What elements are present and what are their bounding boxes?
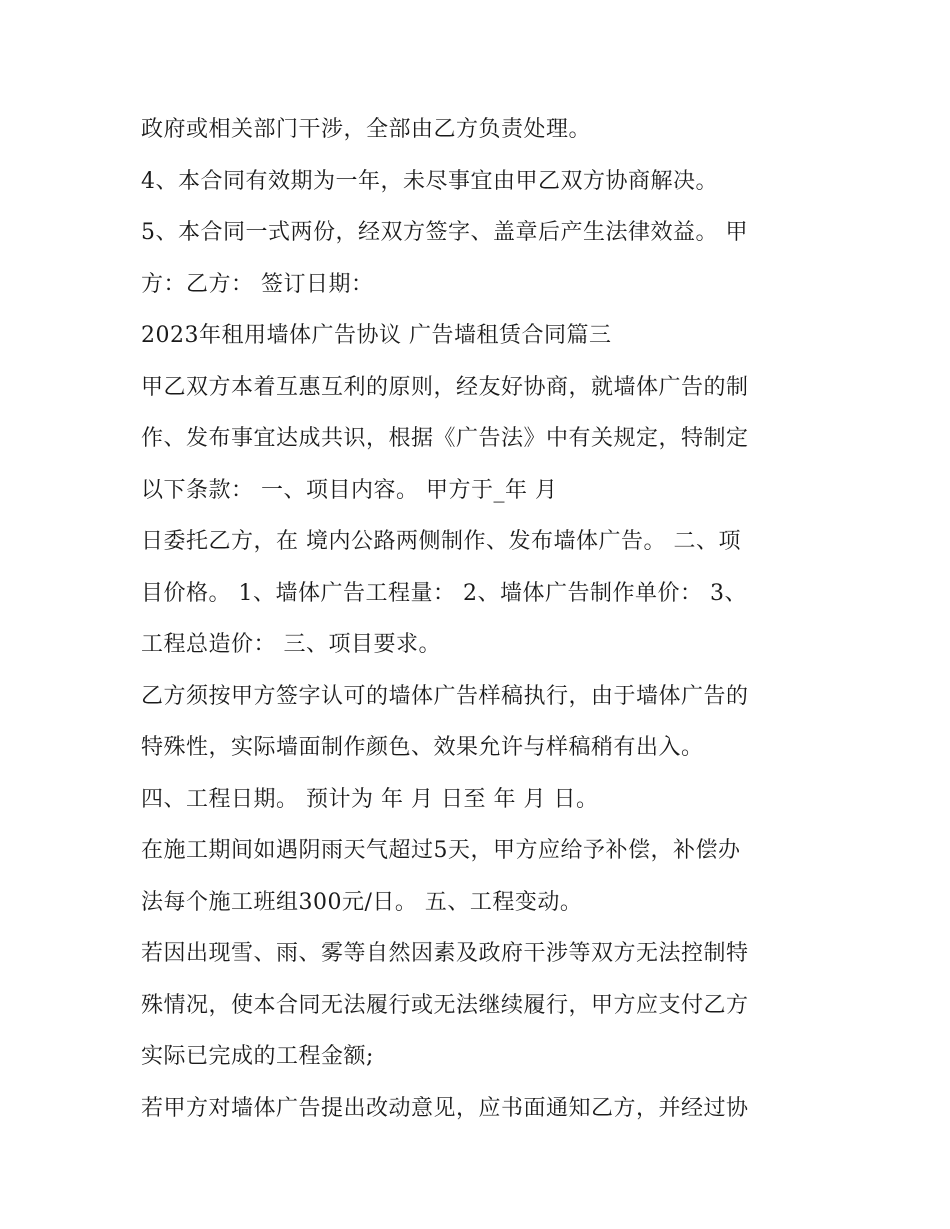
text-line: 政府或相关部门干涉，全部由乙方负责处理。 [141,117,592,142]
text-line: 殊情况，使本合同无法履行或无法继续履行，甲方应支付乙方 [141,992,749,1018]
text-line: 特殊性，实际墙面制作颜色、效果允许与样稿稍有出入。 [141,735,704,760]
text-line: 工程总造价： 三、项目要求。 [141,632,441,657]
text-line: 甲乙双方本着互惠互利的原则，经友好协商，就墙体广告的制 [141,374,749,400]
text-line: 作、发布事宜达成共识，根据《广告法》中有关规定，特制定 [141,426,749,451]
text-line: 若因出现雪、雨、雾等自然因素及政府干涉等双方无法控制特 [141,941,749,966]
text-line: 四、工程日期。 预计为 年 月 日至 年 月 日。 [141,786,599,812]
text-line: 乙方须按甲方签字认可的墙体广告样稿执行，由于墙体广告的 [141,683,749,709]
text-line: 以下条款： 一、项目内容。 甲方于_年 月 [141,477,558,503]
text-line: 法每个施工班组300元/日。 五、工程变动。 [141,889,583,915]
text-line: 方：乙方： 签订日期： [141,271,374,297]
text-line: 目价格。 1、墙体广告工程量： 2、墙体广告制作单价： 3、 [141,580,747,606]
text-line: 4、本合同有效期为一年，未尽事宜由甲乙双方协商解决。 [141,168,718,194]
text-line: 实际已完成的工程金额; [141,1044,374,1069]
text-line: 5、本合同一式两份，经双方签字、盖章后产生法律效益。 甲 [141,220,748,245]
text-line: 在施工期间如遇阴雨天气超过5天，甲方应给予补偿，补偿办 [141,838,741,863]
section-heading: 2023年租用墙体广告协议 广告墙租赁合同篇三 [141,323,612,348]
text-line: 日委托乙方，在 境内公路两侧制作、发布墙体广告。 二、项 [141,529,741,554]
text-line: 若甲方对墙体广告提出改动意见，应书面通知乙方，并经过协 [141,1095,749,1121]
document-body [141,104,821,1134]
